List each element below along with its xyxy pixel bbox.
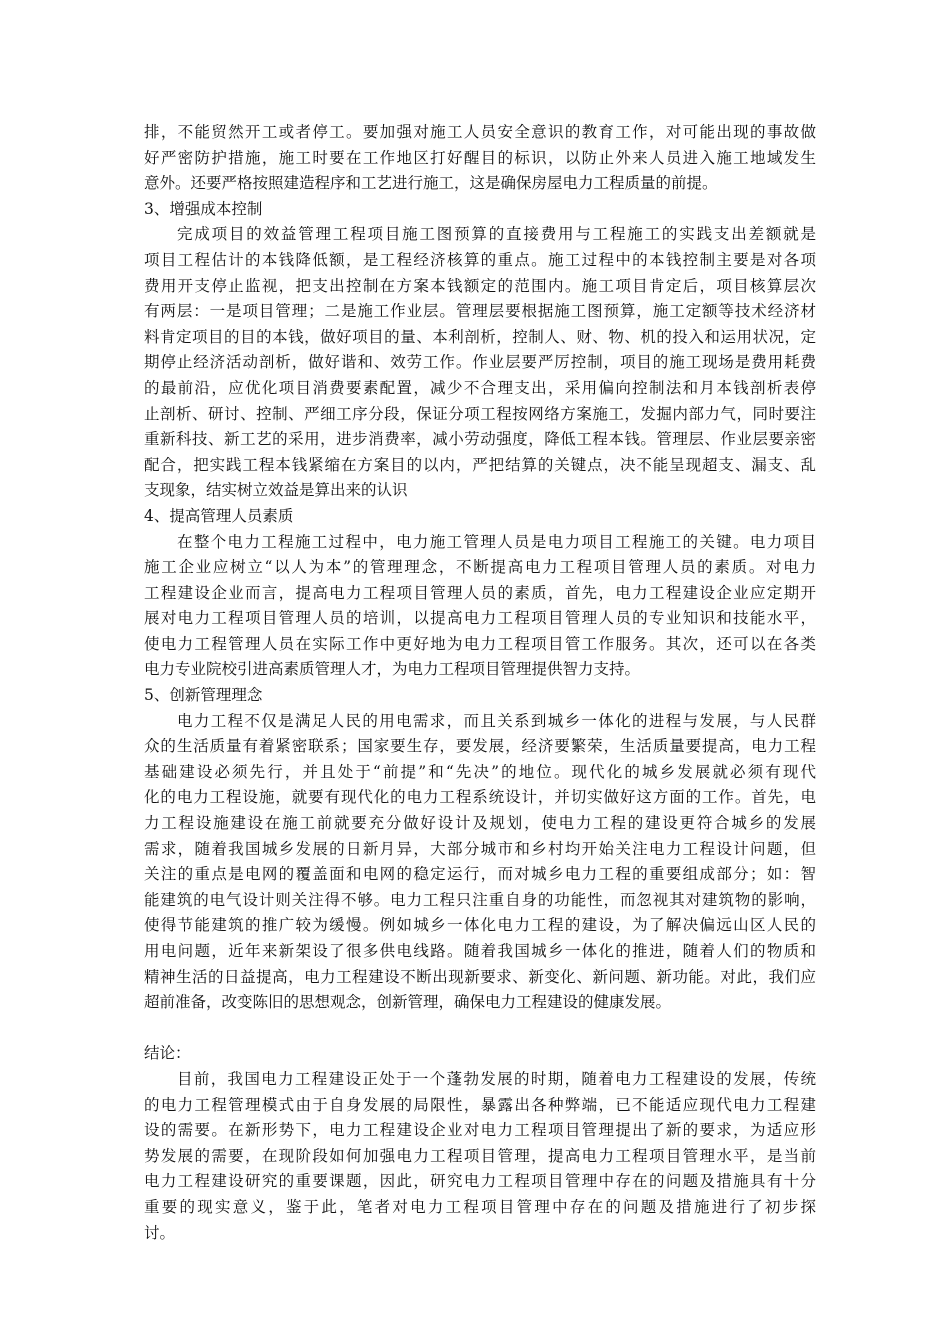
text-line: 电力工程不仅是满足人民的用电需求，而且关系到城乡一体化的进程与发展，与人民群 [177, 711, 816, 730]
text-line: 能建筑的电气设计则关注得不够。电力工程只注重自身的功能性，而忽视其对建筑物的影响， [144, 890, 816, 909]
text-line: 需求，随着我国城乡发展的日新月异，大部分城市和乡村均开始关注电力工程设计问题，但 [144, 839, 816, 858]
text-line: 势发展的需要，在现阶段如何加强电力工程项目管理，提高电力工程项目管理水平，是当前 [144, 1146, 816, 1165]
text-line: 有两层：一是项目管理；二是施工作业层。管理层要根据施工图预算，施工定额等技术经济材 [144, 302, 816, 321]
text-line: 基础建设必须先行，并且处于“前提”和“先决”的地位。现代化的城乡发展就必须有现代 [144, 762, 816, 781]
text-line: 讨。 [144, 1223, 176, 1242]
text-line: 止剖析、研讨、控制、严细工序分段，保证分项工程按网络方案施工，发掘内部力气，同时要注 [144, 404, 816, 423]
paragraph-cost-control [144, 222, 816, 504]
text-line: 展对电力工程项目管理人员的培训，以提高电力工程项目管理人员的专业知识和技能水平， [144, 609, 816, 628]
text-line: 配合，把实践工程本钱紧缩在方案目的以内，严把结算的关键点，决不能呈现超支、漏支、乱 [144, 455, 816, 474]
section-heading-innovation: 5、创新管理理念 [144, 686, 263, 705]
text-line: 的最前沿，应优化项目消费要素配置，减少不合理支出，采用偏向控制法和月本钱剖析表停 [144, 378, 816, 397]
text-line: 意外。还要严格按照建造程序和工艺进行施工，这是确保房屋电力工程质量的前提。 [144, 174, 718, 193]
text-line: 好严密防护措施，施工时要在工作地区打好醒目的标识，以防止外来人员进入施工地域发生 [144, 148, 816, 167]
section-heading-staff-quality: 4、提高管理人员素质 [144, 506, 294, 525]
paragraph-conclusion [144, 1067, 816, 1246]
blank-line [144, 1016, 816, 1042]
text-line: 重要的现实意义，鉴于此，笔者对电力工程项目管理中存在的问题及措施进行了初步探 [144, 1197, 816, 1216]
paragraph-innovation [144, 709, 816, 1016]
document-page [144, 120, 816, 1246]
section-heading-cost-control: 3、增强成本控制 [144, 199, 263, 218]
text-line: 费用开支停止监视，把支出控制在方案本钱额定的范围内。施工项目肯定后，项目核算层次 [144, 276, 816, 295]
text-line: 使得节能建筑的推广较为缓慢。例如城乡一体化电力工程的建设，为了解决偏远山区人民的 [144, 916, 816, 935]
text-line: 在整个电力工程施工过程中，电力施工管理人员是电力项目工程施工的关键。电力项目 [177, 532, 816, 551]
text-line: 电力专业院校引进高素质管理人才，为电力工程项目管理提供智力支持。 [144, 660, 641, 679]
text-line: 关注的重点是电网的覆盖面和电网的稳定运行，而对城乡电力工程的重要组成部分；如：智 [144, 865, 816, 884]
text-line: 工程建设企业而言，提高电力工程项目管理人员的素质，首先，电力工程建设企业应定期开 [144, 583, 816, 602]
text-line: 众的生活质量有着紧密联系；国家要生存，要发展，经济要繁荣，生活质量要提高，电力工程 [144, 737, 816, 756]
text-line: 超前准备，改变陈旧的思想观念，创新管理，确保电力工程建设的健康发展。 [144, 993, 672, 1012]
text-line: 期停止经济活动剖析，做好谐和、效劳工作。作业层要严厉控制，项目的施工现场是费用耗费 [144, 353, 816, 372]
text-line: 完成项目的效益管理工程项目施工图预算的直接费用与工程施工的实践支出差额就是 [177, 225, 816, 244]
text-line: 精神生活的日益提高，电力工程建设不断出现新要求、新变化、新问题、新功能。对此，我们应 [144, 967, 816, 986]
text-line: 料肯定项目的目的本钱，做好项目的量、本利剖析，控制人、财、物、机的投入和运用状况，定 [144, 327, 816, 346]
text-line: 电力工程建设研究的重要课题，因此，研究电力工程项目管理中存在的问题及措施具有十分 [144, 1172, 816, 1191]
text-line: 设的需要。在新形势下，电力工程建设企业对电力工程项目管理提出了新的要求，为适应形 [144, 1121, 816, 1140]
text-line: 排，不能贸然开工或者停工。要加强对施工人员安全意识的教育工作，对可能出现的事故做 [144, 123, 816, 141]
text-line: 化的电力工程设施，就要有现代化的电力工程系统设计，并切实做好这方面的工作。首先，电 [144, 788, 816, 807]
text-line: 施工企业应树立“以人为本”的管理理念，不断提高电力工程项目管理人员的素质。对电力 [144, 558, 816, 577]
text-line: 项目工程估计的本钱降低额，是工程经济核算的重点。施工过程中的本钱控制主要是对各项 [144, 250, 816, 269]
paragraph-continued [144, 120, 816, 197]
text-line: 重新科技、新工艺的采用，进步消费率，减小劳动强度，降低工程本钱。管理层、作业层要亲密 [144, 430, 816, 449]
conclusion-heading: 结论： [144, 1044, 191, 1063]
text-line: 目前，我国电力工程建设正处于一个蓬勃发展的时期，随着电力工程建设的发展，传统 [177, 1069, 816, 1088]
text-line: 力工程设施建设在施工前就要充分做好设计及规划，使电力工程的建设更符合城乡的发展 [144, 814, 816, 833]
paragraph-staff-quality [144, 530, 816, 684]
text-line: 的电力工程管理模式由于自身发展的局限性，暴露出各种弊端，已不能适应现代电力工程建 [144, 1095, 816, 1114]
text-line: 使电力工程管理人员在实际工作中更好地为电力工程项目管工作服务。其次，还可以在各类 [144, 634, 816, 653]
text-line: 支现象，结实树立效益是算出来的认识 [144, 481, 408, 500]
text-line: 用电问题，近年来新架设了很多供电线路。随着我国城乡一体化的推进，随着人们的物质和 [144, 942, 816, 960]
